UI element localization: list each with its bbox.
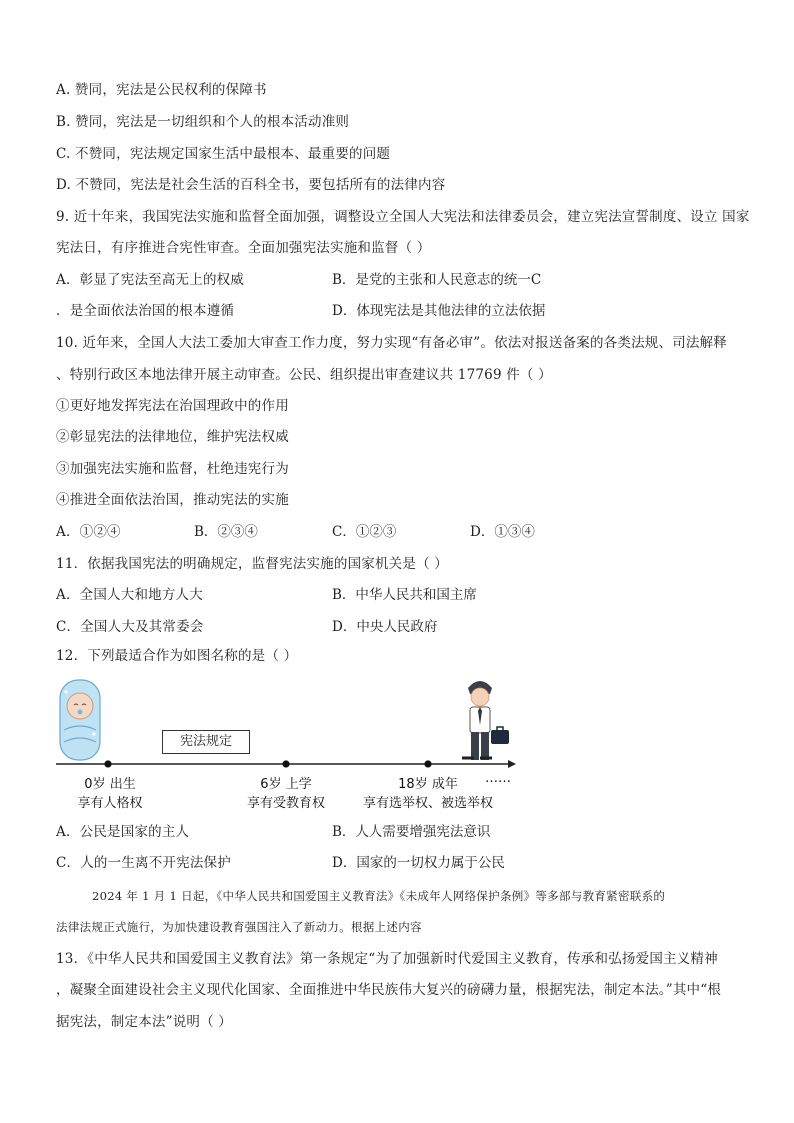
baby-illustration bbox=[60, 680, 100, 760]
option-d-top: D. 不赞同，宪法是社会生活的百科全书，要包括所有的法律内容 bbox=[56, 177, 446, 193]
q10-stem-line2: 、特别行政区本地法律开展主动审查。公民、组织提出审查建议共 17769 件（ ） bbox=[56, 367, 552, 383]
timeline-right-birth: 享有人格权 bbox=[77, 796, 143, 811]
timeline-arrow-icon bbox=[508, 760, 516, 768]
q13-stem-line2: ，凝聚全面建设社会主义现代化国家、全面推进中华民族伟大复兴的磅礴力量，根据宪法，制定本法。”其中“根 bbox=[56, 982, 722, 998]
q10-statement-1: ①更好地发挥宪法在治国理政中的作用 bbox=[56, 398, 289, 414]
timeline-right-adult: 享有选举权、被选举权 bbox=[362, 796, 493, 811]
timeline-point-adult bbox=[424, 760, 431, 767]
q9-option-d: D．体现宪法是其他法律的立法依据 bbox=[332, 303, 546, 319]
timeline-point-birth bbox=[104, 760, 111, 767]
passage-line2: 法律法规正式施行，为加快建设教育强国注入了新动力。根据上述内容 bbox=[56, 920, 422, 934]
q12-option-b: B．人人需要增强宪法意识 bbox=[332, 824, 491, 840]
q9-option-c: ．是全面依法治国的根本遵循 bbox=[56, 303, 235, 319]
timeline-right-school: 享有受教育权 bbox=[246, 796, 325, 811]
option-b-top: B. 赞同，宪法是一切组织和个人的根本活动准则 bbox=[56, 114, 350, 130]
q12-option-a: A．公民是国家的主人 bbox=[56, 824, 190, 840]
q12-option-c: C．人的一生离不开宪法保护 bbox=[56, 855, 231, 871]
q13-stem-line3: 据宪法，制定本法”说明（ ） bbox=[56, 1014, 232, 1030]
q11-option-a: A．全国人大和地方人大 bbox=[56, 587, 203, 603]
q13-stem-line1: 13．《中华人民共和国爱国主义教育法》第一条规定“为了加强新时代爱国主义教育，传承和弘扬爱国主义精神 bbox=[56, 951, 718, 967]
q11-option-c: C．全国人大及其常委会 bbox=[56, 619, 204, 635]
passage-line1: 2024 年 1 月 1 日起，《中华人民共和国爱国主义教育法》《未成年人网络保护条例》等多部与教育紧密联系的 bbox=[92, 889, 666, 903]
q9-option-a: A．彰显了宪法至高无上的权威 bbox=[56, 272, 245, 288]
q11-stem: 11．依据我国宪法的明确规定，监督宪法实施的国家机关是（ ） bbox=[56, 556, 448, 572]
option-c-top: C. 不赞同，宪法规定国家生活中最根本、最重要的问题 bbox=[56, 146, 391, 162]
businessman-illustration bbox=[462, 681, 509, 760]
q10-option-b: B．②③④ bbox=[194, 524, 258, 540]
q10-option-c: C．①②③ bbox=[332, 524, 397, 540]
option-a-top: A. 赞同，宪法是公民权利的保障书 bbox=[56, 82, 267, 98]
q9-stem-line2: 宪法日，有序推进合宪性审查。全面加强宪法实施和监督（ ） bbox=[56, 240, 431, 256]
timeline-ellipsis: …… bbox=[485, 771, 511, 786]
q9-option-b: B．是党的主张和人民意志的统一C bbox=[332, 272, 542, 288]
q10-stem-line1: 10. 近年来，全国人大法工委加大审查工作力度，努力实现“有备必审”。依法对报送备案的各类法规、司法解释 bbox=[56, 335, 727, 351]
q10-statement-2: ②彰显宪法的法律地位，维护宪法权威 bbox=[56, 429, 289, 445]
timeline-label-adult: 18岁 成年 bbox=[398, 777, 458, 792]
timeline-point-school bbox=[282, 760, 289, 767]
q11-option-b: B．中华人民共和国主席 bbox=[332, 587, 477, 603]
q10-option-a: A．①②④ bbox=[56, 524, 121, 540]
q10-statement-3: ③加强宪法实施和监督，杜绝违宪行为 bbox=[56, 461, 289, 477]
q9-stem-line1: 9. 近十年来，我国宪法实施和监督全面加强，调整设立全国人大宪法和法律委员会，建立宪法宣誓制度、设立 国家 bbox=[56, 209, 750, 225]
lifetime-rights-diagram bbox=[50, 672, 520, 812]
timeline-label-school: 6岁 上学 bbox=[260, 777, 312, 792]
q11-option-d: D．中央人民政府 bbox=[332, 619, 438, 635]
timeline-label-birth: 0岁 出生 bbox=[84, 777, 136, 792]
q10-option-d: D．①③④ bbox=[470, 524, 535, 540]
q12-stem: 12．下列最适合作为如图名称的是（ ） bbox=[56, 648, 298, 664]
q10-statement-4: ④推进全面依法治国，推动宪法的实施 bbox=[56, 492, 289, 508]
constitution-provision-box: 宪法规定 bbox=[162, 730, 250, 754]
q12-option-d: D．国家的一切权力属于公民 bbox=[332, 855, 505, 871]
